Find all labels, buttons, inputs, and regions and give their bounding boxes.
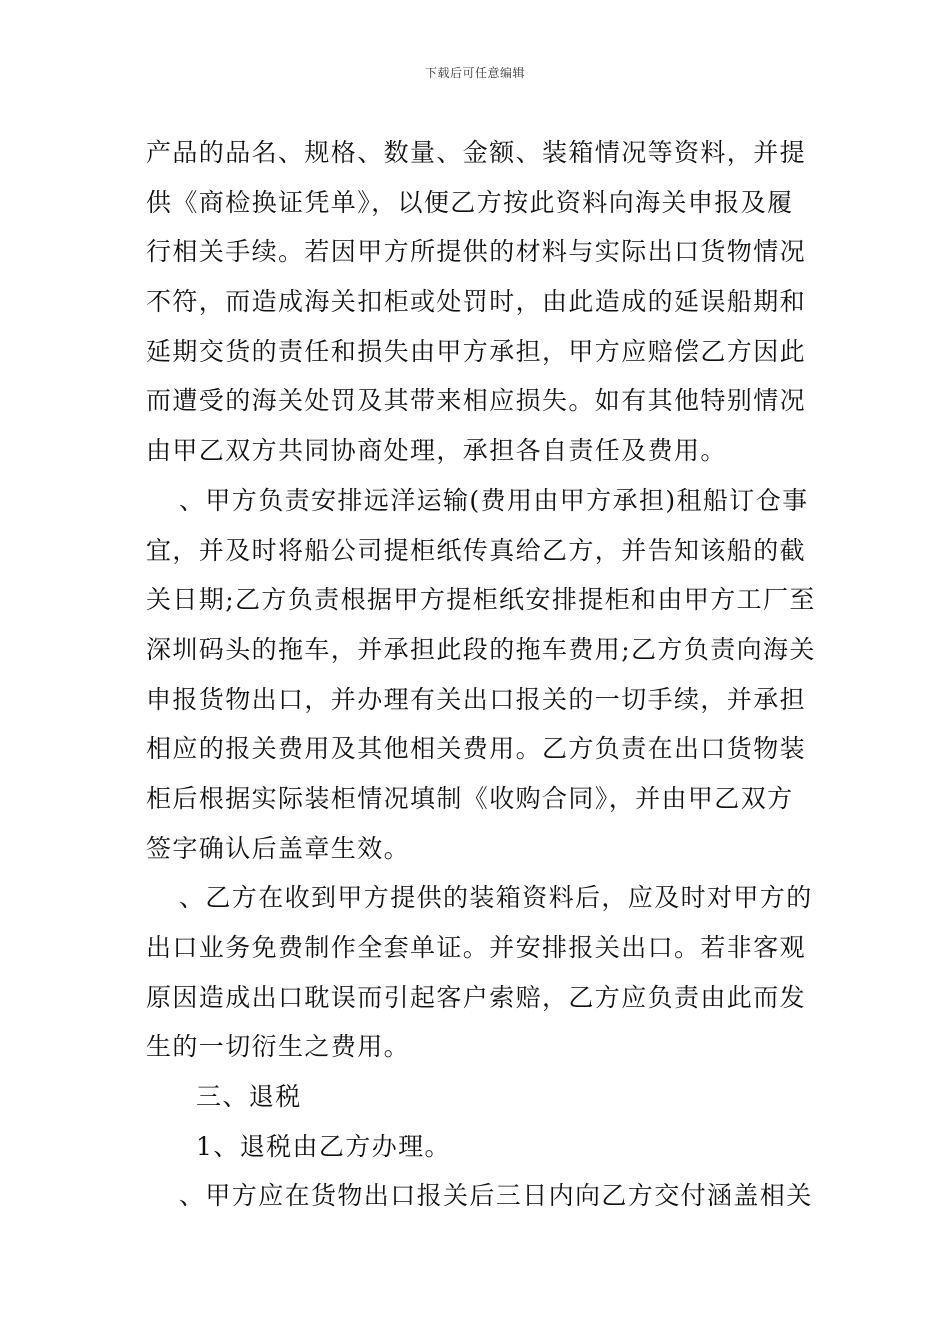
text-line: 而遭受的海关处罚及其带来相应损失。如有其他特别情况: [146, 386, 807, 416]
text-line: 由甲乙双方共同协商处理，承担各自责任及费用。: [146, 436, 727, 466]
text-line: 生的一切衍生之费用。: [146, 1032, 411, 1062]
page-header-note: 下载后可任意编辑: [424, 66, 525, 80]
text-line: 行相关手续。若因甲方所提供的材料与实际出口货物情况: [146, 237, 807, 267]
text-line: 产品的品名、规格、数量、金额、装箱情况等资料，并提: [146, 138, 807, 167]
text-line: 、乙方在收到甲方提供的装箱资料后，应及时对甲方的: [179, 883, 813, 913]
text-line: 供《商检换证凭单》，以便乙方按此资料向海关申报及履: [146, 187, 794, 217]
text-line: 、甲方应在货物出口报关后三日内向乙方交付涵盖相关: [179, 1181, 813, 1211]
text-line: 延期交货的责任和损失由甲方承担，甲方应赔偿乙方因此: [146, 336, 807, 366]
text-line: 相应的报关费用及其他相关费用。乙方负责在出口货物装: [146, 734, 807, 764]
text-line: 关日期;乙方负责根据甲方提柜纸安排提柜和由甲方工厂至: [146, 585, 816, 615]
document-body: [146, 128, 816, 1221]
text-line: 、甲方负责安排远洋运输(费用由甲方承担)租船订仓事: [179, 485, 809, 515]
text-line: 1、退税由乙方办理。: [196, 1131, 451, 1161]
text-line: 签字确认后盖章生效。: [146, 833, 411, 863]
text-line: 不符，而造成海关扣柜或处罚时，由此造成的延误船期和: [146, 287, 807, 317]
text-line: 宜，并及时将船公司提柜纸传真给乙方，并告知该船的截: [146, 535, 807, 565]
text-line: 出口业务免费制作全套单证。并安排报关出口。若非客观: [146, 933, 807, 962]
text-line: 申报货物出口，并办理有关出口报关的一切手续，并承担: [146, 684, 807, 714]
text-line: 深圳码头的拖车，并承担此段的拖车费用;乙方负责向海关: [146, 634, 816, 664]
text-line: 原因造成出口耽误而引起客户索赔，乙方应负责由此而发: [146, 982, 807, 1012]
text-line: 柜后根据实际装柜情况填制《收购合同》，并由甲乙双方: [146, 783, 794, 813]
section-heading: 三、退税: [196, 1082, 302, 1112]
